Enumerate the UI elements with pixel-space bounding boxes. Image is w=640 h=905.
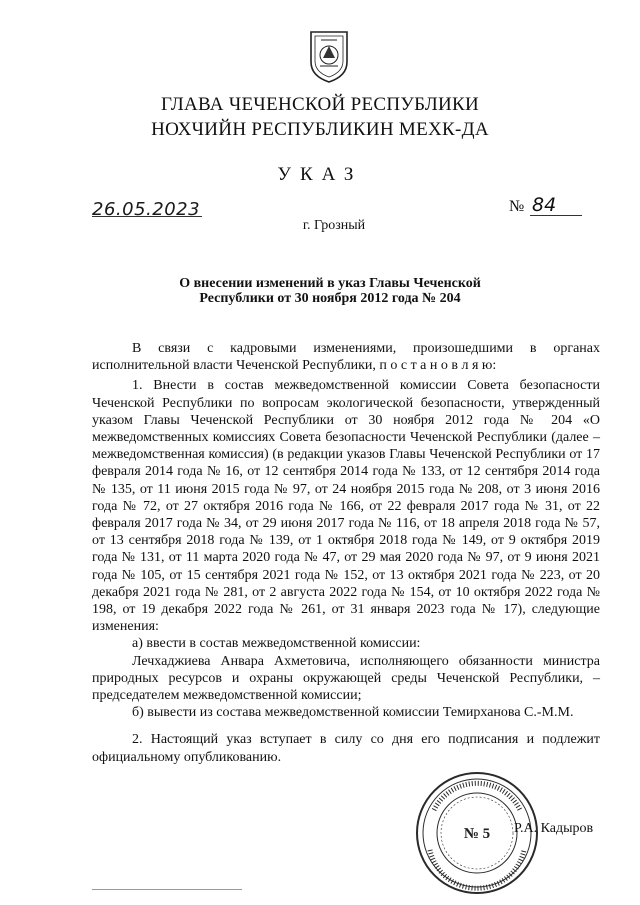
paragraph-item-1a-person: Лечхаджиева Анвара Ахметовича, исполняющего обязанности министра природных ресурсов и охраны окружающей среды Чеченской Республики, – председателем межведомственной комиссии; <box>92 653 600 704</box>
number-sign: № <box>509 198 525 215</box>
document-body <box>92 340 600 766</box>
paragraph-item-1a: а) ввести в состав межведомственной комиссии: <box>132 636 421 652</box>
number-underline <box>530 215 582 216</box>
document-title: О внесении изменений в указ Главы Чеченской Республики от 30 ноября 2012 года № 204 <box>179 276 481 306</box>
paragraph-item-1b: б) вывести из состава межведомственной комиссии Темирханова С.-М.М. <box>132 705 574 721</box>
paragraph-preamble: В связи с кадровыми изменениями, произошедшими в органах исполнительной власти Чеченской Республики, п о с т а н о в л я ю: <box>92 341 600 374</box>
coat-of-arms-icon <box>307 28 351 84</box>
seal-number: № 5 <box>463 826 491 842</box>
footer-file-path <box>92 887 242 893</box>
paragraph-item-2: 2. Настоящий указ вступает в силу со дня его подписания и подлежит официальному опубликованию. <box>92 732 600 765</box>
document-number: 84 <box>532 194 557 216</box>
footer-code-icon <box>92 887 242 892</box>
header-title-ce: НОХЧИЙН РЕСПУБЛИКИН МЕХК-ДА <box>151 119 489 140</box>
document-city: г. Грозный <box>302 218 366 233</box>
signature-name: Р.А. Кадыров <box>514 821 594 836</box>
date-underline <box>92 216 202 217</box>
header-title-ru: ГЛАВА ЧЕЧЕНСКОЙ РЕСПУБЛИКИ <box>160 94 480 115</box>
document-date: 26.05.2023 <box>92 199 201 220</box>
document-type: УКАЗ <box>277 164 363 185</box>
paragraph-item-1: 1. Внести в состав межведомственной комиссии Совета безопасности Чеченской Республики по вопросам экологической безопасности, утвержденный указом Главы Чеченской Республики от 30 ноября 2012 года № 204 «О межведомственных комиссиях Совета безопасности Чеченской Республики (далее – межведомственная комиссия) (в редакции указов Главы Чеченской Республики от 17 февраля 2014 года № 16, от 12 сентября 2014 года № 133, от 12 сентября 2014 года № 135, от 11 июня 2015 года № 97, от 24 ноября 2015 года № 208, от 3 июня 2016 года № 72, от 27 октября 2016 года № 166, от 22 февраля 2017 года № 31, от 22 февраля 2017 года № 34, от 29 июня 2017 года № 116, от 18 апреля 2018 года № 57, от 13 сентября 2018 года № 139, от 1 октября 2018 года № 149, от 9 октября 2019 года № 131, от 11 марта 2020 года № 47, от 29 мая 2020 года № 97, от 9 июня 2021 года № 105, от 15 сентября 2021 года № 152, от 13 октября 2021 года № 223, от 20 декабря 2021 года № 281, от 2 августа 2022 года № 154, от 10 октября 2022 года № 198, от 19 декабря 2022 года № 261, от 31 января 2023 года № 17), следующие изменения: <box>92 378 600 635</box>
